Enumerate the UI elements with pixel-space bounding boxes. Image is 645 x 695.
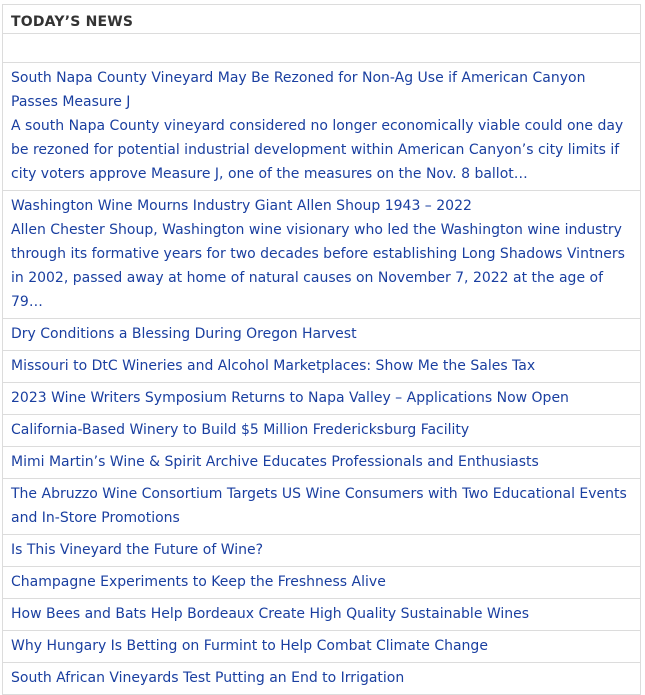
news-headline-link[interactable]: How Bees and Bats Help Bordeaux Create High Quality Sustainable Wines	[11, 606, 530, 622]
news-summary: A south Napa County vineyard considered no longer economically viable could one day be rezoned for potential industrial development within American Canyon’s city limits if city voters approve Measure J, one of the measures on the Nov. 8 ballot…	[11, 118, 624, 182]
news-item	[3, 599, 640, 631]
news-headline-link[interactable]: Dry Conditions a Blessing During Oregon Harvest	[11, 326, 357, 342]
news-item	[3, 663, 640, 695]
empty-row	[3, 34, 640, 63]
news-headline-link[interactable]: South Napa County Vineyard May Be Rezoned for Non-Ag Use if American Canyon Passes Measure J	[11, 70, 586, 110]
section-title: TODAY’S NEWS	[11, 14, 134, 30]
todays-news-panel	[2, 4, 641, 695]
news-item	[3, 191, 640, 319]
news-headline-link[interactable]: 2023 Wine Writers Symposium Returns to Napa Valley – Applications Now Open	[11, 390, 569, 406]
news-headline-link[interactable]: Why Hungary Is Betting on Furmint to Help Combat Climate Change	[11, 638, 488, 654]
news-item	[3, 535, 640, 567]
news-headline-link[interactable]: Champagne Experiments to Keep the Freshness Alive	[11, 574, 386, 590]
news-headline-link[interactable]: Missouri to DtC Wineries and Alcohol Marketplaces: Show Me the Sales Tax	[11, 358, 536, 374]
news-item	[3, 479, 640, 535]
news-summary: Allen Chester Shoup, Washington wine visionary who led the Washington wine industry through its formative years for two decades before establishing Long Shadows Vintners in 2002, passed away at home of natural causes on November 7, 2022 at the age of 79…	[11, 222, 625, 310]
news-headline-link[interactable]: South African Vineyards Test Putting an End to Irrigation	[11, 670, 405, 686]
news-item	[3, 383, 640, 415]
news-header-row	[3, 5, 640, 34]
news-item	[3, 567, 640, 599]
news-headline-link[interactable]: Washington Wine Mourns Industry Giant Allen Shoup 1943 – 2022	[11, 198, 472, 214]
news-headline-link[interactable]: California-Based Winery to Build $5 Million Fredericksburg Facility	[11, 422, 470, 438]
news-headline-link[interactable]: Is This Vineyard the Future of Wine?	[11, 542, 264, 558]
news-item	[3, 631, 640, 663]
news-item	[3, 351, 640, 383]
news-item	[3, 415, 640, 447]
news-headline-link[interactable]: Mimi Martin’s Wine & Spirit Archive Educates Professionals and Enthusiasts	[11, 454, 539, 470]
news-item	[3, 319, 640, 351]
news-item	[3, 447, 640, 479]
news-item	[3, 63, 640, 191]
news-headline-link[interactable]: The Abruzzo Wine Consortium Targets US Wine Consumers with Two Educational Events and In-Store Promotions	[11, 486, 627, 526]
